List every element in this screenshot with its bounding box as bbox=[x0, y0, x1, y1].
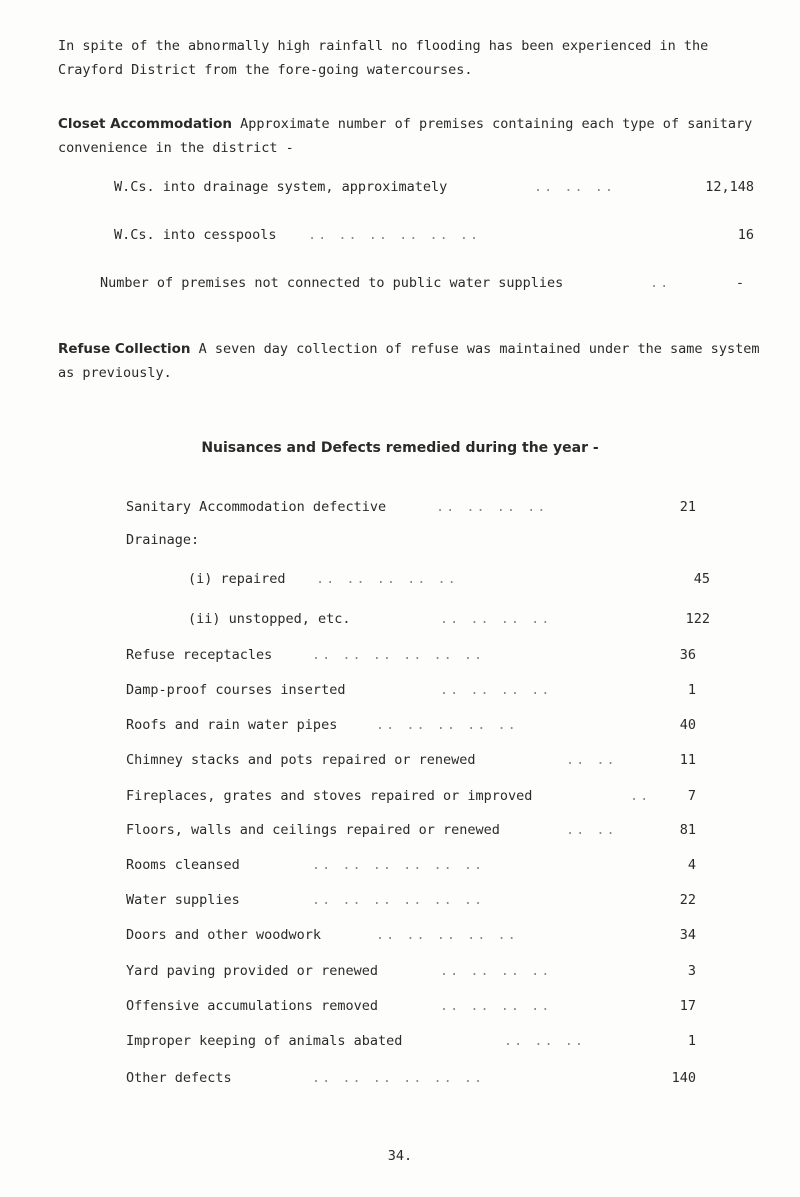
leader-dots: .. bbox=[650, 275, 671, 291]
row-value: 45 bbox=[693, 571, 710, 587]
closet-heading: Closet Accommodation bbox=[58, 116, 233, 132]
row-label: Drainage: bbox=[126, 532, 200, 548]
row-label: W.Cs. into drainage system, approximately bbox=[114, 179, 448, 195]
row-label: Damp-proof courses inserted bbox=[126, 682, 346, 698]
leader-dots: .. .. .. bbox=[534, 179, 616, 195]
row-value: 22 bbox=[679, 892, 696, 908]
table-row bbox=[126, 715, 696, 735]
leader-dots: .. .. .. .. bbox=[440, 682, 552, 698]
closet-row bbox=[100, 273, 744, 293]
table-row bbox=[126, 680, 696, 700]
leader-dots: .. .. .. .. bbox=[440, 998, 552, 1014]
row-value: - bbox=[735, 275, 744, 291]
leader-dots: .. .. bbox=[566, 822, 617, 838]
refuse-paragraph bbox=[58, 337, 773, 385]
leader-dots: .. .. .. .. .. bbox=[376, 927, 518, 943]
table-row bbox=[126, 996, 696, 1016]
table-row bbox=[126, 497, 696, 517]
row-label: Water supplies bbox=[126, 892, 240, 908]
leader-dots: .. .. .. .. .. .. bbox=[308, 227, 481, 243]
row-label: W.Cs. into cesspools bbox=[114, 227, 277, 243]
row-label: Fireplaces, grates and stoves repaired or improved bbox=[126, 788, 533, 804]
row-label: Yard paving provided or renewed bbox=[126, 963, 378, 979]
row-label: (ii) unstopped, etc. bbox=[188, 611, 351, 627]
row-value: 12,148 bbox=[705, 179, 754, 195]
row-value: 4 bbox=[687, 857, 696, 873]
leader-dots: .. .. .. .. .. .. bbox=[312, 647, 485, 663]
row-label: Offensive accumulations removed bbox=[126, 998, 378, 1014]
row-value: 21 bbox=[679, 499, 696, 515]
table-row bbox=[126, 786, 696, 806]
row-value: 34 bbox=[679, 927, 696, 943]
row-label: Roofs and rain water pipes bbox=[126, 717, 338, 733]
table-row bbox=[126, 530, 696, 550]
row-value: 40 bbox=[679, 717, 696, 733]
leader-dots: .. .. .. .. bbox=[436, 499, 548, 515]
table-row bbox=[126, 820, 696, 840]
leader-dots: .. .. .. .. .. .. bbox=[312, 857, 485, 873]
row-label: Rooms cleansed bbox=[126, 857, 240, 873]
leader-dots: .. .. .. .. .. bbox=[316, 571, 458, 587]
row-label: Sanitary Accommodation defective bbox=[126, 499, 387, 515]
row-label: Doors and other woodwork bbox=[126, 927, 322, 943]
row-value: 36 bbox=[679, 647, 696, 663]
table-row bbox=[126, 750, 696, 770]
table-row bbox=[126, 855, 696, 875]
closet-paragraph bbox=[58, 112, 773, 160]
row-label: Floors, walls and ceilings repaired or renewed bbox=[126, 822, 500, 838]
leader-dots: .. .. bbox=[566, 752, 617, 768]
table-row bbox=[188, 569, 710, 589]
nuisances-title: Nuisances and Defects remedied during the year - bbox=[201, 440, 599, 456]
intro-paragraph: In spite of the abnormally high rainfall no flooding has been experienced in the Crayford District from the fore-going watercourses. bbox=[58, 38, 709, 78]
table-row bbox=[126, 645, 696, 665]
leader-dots: .. .. .. bbox=[504, 1033, 586, 1049]
leader-dots: .. .. .. .. bbox=[440, 963, 552, 979]
leader-dots: .. bbox=[630, 788, 651, 804]
row-value: 7 bbox=[687, 788, 696, 804]
row-label: Other defects bbox=[126, 1070, 232, 1086]
row-label: Refuse receptacles bbox=[126, 647, 273, 663]
leader-dots: .. .. .. .. .. .. bbox=[312, 1070, 485, 1086]
row-value: 140 bbox=[671, 1070, 696, 1086]
closet-row bbox=[114, 177, 754, 197]
row-value: 17 bbox=[679, 998, 696, 1014]
refuse-heading: Refuse Collection bbox=[58, 341, 191, 357]
leader-dots: .. .. .. .. .. .. bbox=[312, 892, 485, 908]
closet-row bbox=[114, 225, 754, 245]
row-label: Number of premises not connected to public water supplies bbox=[100, 275, 564, 291]
closet-text: Approximate number of premises containing each type of sanitary convenience in the district - bbox=[58, 116, 753, 156]
row-label: Improper keeping of animals abated bbox=[126, 1033, 403, 1049]
table-row bbox=[126, 890, 696, 910]
row-value: 1 bbox=[687, 682, 696, 698]
table-row bbox=[126, 1068, 696, 1088]
table-row bbox=[126, 961, 696, 981]
page-number: 34. bbox=[387, 1148, 413, 1164]
leader-dots: .. .. .. .. .. bbox=[376, 717, 518, 733]
refuse-text: A seven day collection of refuse was maintained under the same system as previously. bbox=[58, 341, 760, 381]
row-value: 122 bbox=[685, 611, 710, 627]
row-value: 11 bbox=[679, 752, 696, 768]
row-value: 81 bbox=[679, 822, 696, 838]
row-label: Chimney stacks and pots repaired or renewed bbox=[126, 752, 476, 768]
table-row bbox=[126, 1031, 696, 1051]
row-value: 16 bbox=[737, 227, 754, 243]
row-value: 1 bbox=[687, 1033, 696, 1049]
table-row bbox=[188, 609, 710, 629]
row-value: 3 bbox=[687, 963, 696, 979]
leader-dots: .. .. .. .. bbox=[440, 611, 552, 627]
row-label: (i) repaired bbox=[188, 571, 286, 587]
table-row bbox=[126, 925, 696, 945]
